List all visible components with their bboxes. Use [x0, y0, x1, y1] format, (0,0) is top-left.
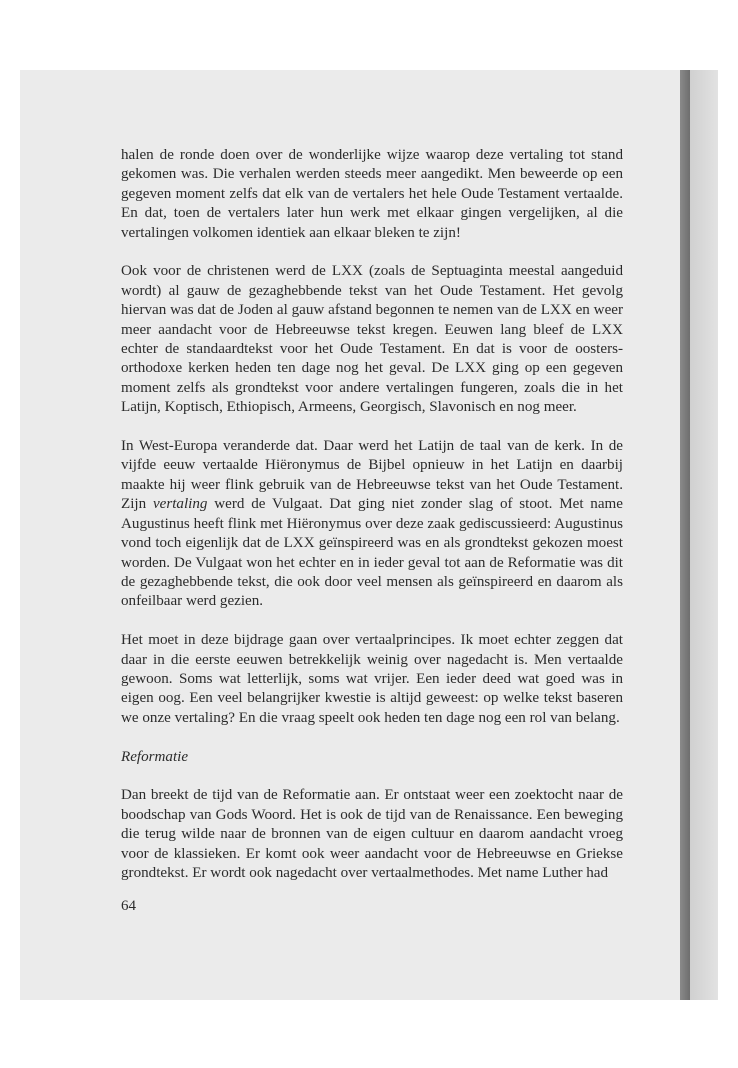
paragraph-text: Dan breekt de tijd van de Reformatie aan. Er ontstaat weer een zoektocht naar de boodschap van Gods Woord. Het is ook de tijd van de Renaissance. Een beweging die terug wilde naar de bronnen van de eigen cultuur en daarom aandacht vroeg voor de klassieken. Er komt ook weer aandacht voor de Hebreeuwse en Griekse grondtekst. Er wordt ook nagedacht over vertaalmethodes. Met name Luther had	[121, 787, 623, 881]
paragraph-4	[121, 631, 623, 728]
paragraph-2	[121, 262, 623, 417]
paragraph-1	[121, 146, 623, 243]
paragraph-text: Het moet in deze bijdrage gaan over vertaalprincipes. Ik moet echter zeggen dat daar in die eerste eeuwen betrekkelijk weinig over nagedacht is. Men vertaalde gewoon. Soms wat letterlijk, soms wat vrijer. Een ieder deed wat goed was in eigen oog. Een veel belangrijker kwestie is altijd geweest: op welke tekst baseren we onze vertaling? En die vraag speelt ook heden ten dage nog een rol van belang.	[121, 632, 623, 726]
page-number: 64	[121, 898, 136, 914]
section-heading	[121, 748, 623, 767]
page-body	[121, 146, 623, 903]
paragraph-3	[121, 437, 623, 612]
section-heading-text: Reformatie	[121, 748, 189, 765]
book-spine-shadow	[680, 70, 690, 1000]
paragraph-text: In West-Europa veranderde dat. Daar werd het Latijn de taal van de kerk. In de vijfde eeuw vertaalde Hiëronymus de Bijbel opnieuw in het Latijn en daarbij maakte hij weer flink gebruik van de Hebreeuwse tekst van het Oude Testament. Zijn	[121, 438, 623, 513]
paragraph-text-continued: werd de Vulgaat. Dat ging niet zonder slag of stoot. Met name Augustinus heeft flink met Hiëronymus over deze zaak gediscussieerd: Augustinus vond toch eigenlijk dat de LXX geïnspireerd was en als grondtekst gekozen moest worden. De Vulgaat won het echter en in ieder geval tot aan de Reformatie was dit de gezaghebbende tekst, die ook door veel mensen als geïnspireerd en daarom als onfeilbaar werd gezien.	[121, 496, 623, 610]
paragraph-text: halen de ronde doen over de wonderlijke wijze waarop deze vertaling tot stand gekomen was. Die verhalen werden steeds meer aangedikt. Men beweerde op een gegeven moment zelfs dat elk van de vertalers het hele Oude Testament vertaalde. En dat, toen de vertalers later hun werk met elkaar gingen vergelijken, al die vertalingen volkomen identiek aan elkaar bleken te zijn!	[121, 147, 623, 241]
paragraph-5	[121, 786, 623, 883]
emphasized-word: vertaling	[152, 496, 208, 513]
page-stack-edge	[690, 70, 718, 1000]
paragraph-text: Ook voor de christenen werd de LXX (zoals de Septuaginta meestal aangeduid wordt) al gauw de gezaghebbende tekst van het Oude Testament. Het gevolg hiervan was dat de Joden al gauw afstand begonnen te nemen van de LXX en weer meer aandacht voor de Hebreeuwse tekst kregen. Eeuwen lang bleef de LXX echter de standaardtekst voor het Oude Testament. En dat is voor de oosters- orthodoxe kerken heden ten dage nog het geval. De LXX ging op een gegeven moment zelfs als grondtekst voor andere vertalingen fungeren, zoals die in het Latijn, Koptisch, Ethiopisch, Armeens, Georgisch, Slavonisch en nog meer.	[121, 263, 623, 416]
